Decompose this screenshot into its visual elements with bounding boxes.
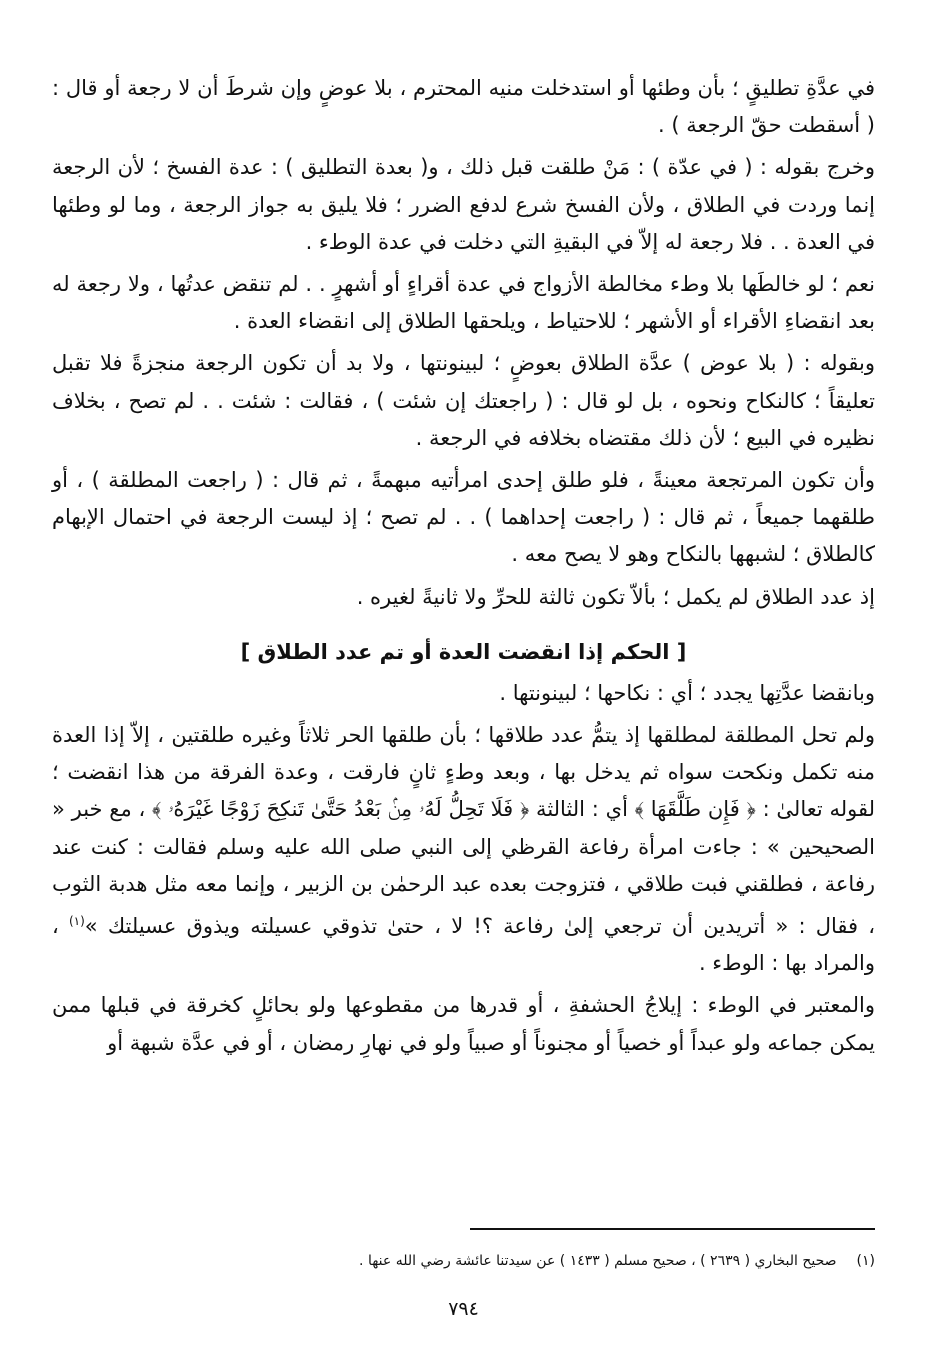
footnote-marker: (١) xyxy=(856,1253,875,1269)
paragraph-5: وأن تكون المرتجعة معينةً ، فلو طلق إحدى امرأتيه مبهمةً ، ثم قال : ( راجعت المطلقة ) ، أو طلقهما جميعاً ، ثم قال : ( راجعت إحداهما ) . . لم تصح ؛ إذ ليست الرجعة في احتمال الإبهام كالطلاق ؛ لشبهها بالنكاح وهو لا يصح معه . xyxy=(52,468,875,567)
footnote xyxy=(52,1248,875,1274)
main-text xyxy=(52,70,875,1067)
footnote-separator xyxy=(470,1228,875,1230)
footnote-reference[interactable]: (١) xyxy=(68,914,85,929)
paragraph-1: في عدَّةِ تطليقٍ ؛ بأن وطئها أو استدخلت منيه المحترم ، بلا عوضٍ وإن شرطَ أن لا رجعة أو قال : ( أسقطت حقّ الرجعة ) . xyxy=(52,76,875,138)
paragraph-8 xyxy=(52,717,875,982)
paragraph-3: نعم ؛ لو خالطَها بلا وطء مخالطة الأزواج في عدة أقراءٍ أو أشهرٍ . . لم تنقض عدتُها ، ولا رجعة له بعد انقضاءِ الأقراء أو الأشهر ؛ للاحتياط ، ويلحقها الطلاق إلى انقضاء العدة . xyxy=(52,272,875,334)
paragraph-9: والمعتبر في الوطء : إيلاجُ الحشفةِ ، أو قدرها من مقطوعها ولو بحائلٍ كخرقة في قبلها ممن يمكن جماعه ولو عبداً أو خصياً أو مجنوناً أو صبياً ولو في نهارِ رمضان ، أو في عدَّة شبهة أو xyxy=(52,993,875,1055)
paragraph-2: وخرج بقوله : ( في عدّة ) : مَنْ طلقت قبل ذلك ، و( بعدة التطليق ) : عدة الفسخ ؛ لأن الرجعة إنما وردت في الطلاق ، ولأن الفسخ شرع لدفع الضرر ؛ فلا يليق به جواز الرجعة ، وما لو وطئها في العدة . . فلا رجعة له إلاّ في البقيةِ التي دخلت في عدة الوطء . xyxy=(52,155,875,254)
paragraph-4: وبقوله : ( بلا عوض ) عدَّة الطلاق بعوضٍ ؛ لبينونتها ، ولا بد أن تكون الرجعة منجزةً فلا تقبل تعليقاً ؛ كالنكاح ونحوه ، بل لو قال : ( راجعتك إن شئت ) ، فقالت : شئت . . لم تصح ، بخلاف نظيره في البيع ؛ لأن ذلك مقتضاه بخلافه في الرجعة . xyxy=(52,351,875,450)
paragraph-8-tail: ، والمراد بها : الوطء . xyxy=(52,914,875,976)
page-number: ٧٩٤ xyxy=(448,1298,479,1320)
paragraph-8-text: ولم تحل المطلقة لمطلقها إذ يتمُّ عدد طلاقها ؛ بأن طلقها الحر ثلاثاً وغيره طلقتين ، إلاّ إذا العدة منه تكمل ونكحت سواه ثم يدخل بها ، وبعد وطءٍ ثانٍ فارقت ، وعدة الفرقة من هذا انقضت ؛ لقوله تعالىٰ : ﴿ فَإِن طَلَّقَهَا ﴾ أي : الثالثة ﴿ فَلَا تَحِلُّ لَهُۥ مِنۢ بَعْدُ حَتَّىٰ تَنكِحَ زَوْجًا غَيْرَهُۥ ﴾ ، مع خبر « الصحيحين » : جاءت امرأة رفاعة القرظي إلى النبي صلى الله عليه وسلم فقالت : كنت عند رفاعة ، فطلقني فبت طلاقي ، فتزوجت بعده عبد الرحمٰن بن الزبير ، وإنما معه مثل هدبة الثوب ، فقال : « أتريدين أن ترجعي إلىٰ رفاعة ؟! لا ، حتىٰ تذوقي عسيلته ويذوق عسيلتك » xyxy=(52,723,876,939)
paragraph-6: إذ عدد الطلاق لم يكمل ؛ بألاّ تكون ثالثة للحرِّ ولا ثانيةً لغيره . xyxy=(356,584,875,609)
section-heading: [ الحكم إذا انقضت العدة أو تم عدد الطلاق ] xyxy=(240,639,687,664)
footnote-text: صحيح البخاري ( ٢٦٣٩ ) ، صحيح مسلم ( ١٤٣٣ ) عن سيدتنا عائشة رضي الله عنها . xyxy=(359,1253,837,1269)
paragraph-7: وبانقضا عدَّتِها يجدد ؛ أي : نكاحها ؛ لبينونتها . xyxy=(499,680,875,705)
